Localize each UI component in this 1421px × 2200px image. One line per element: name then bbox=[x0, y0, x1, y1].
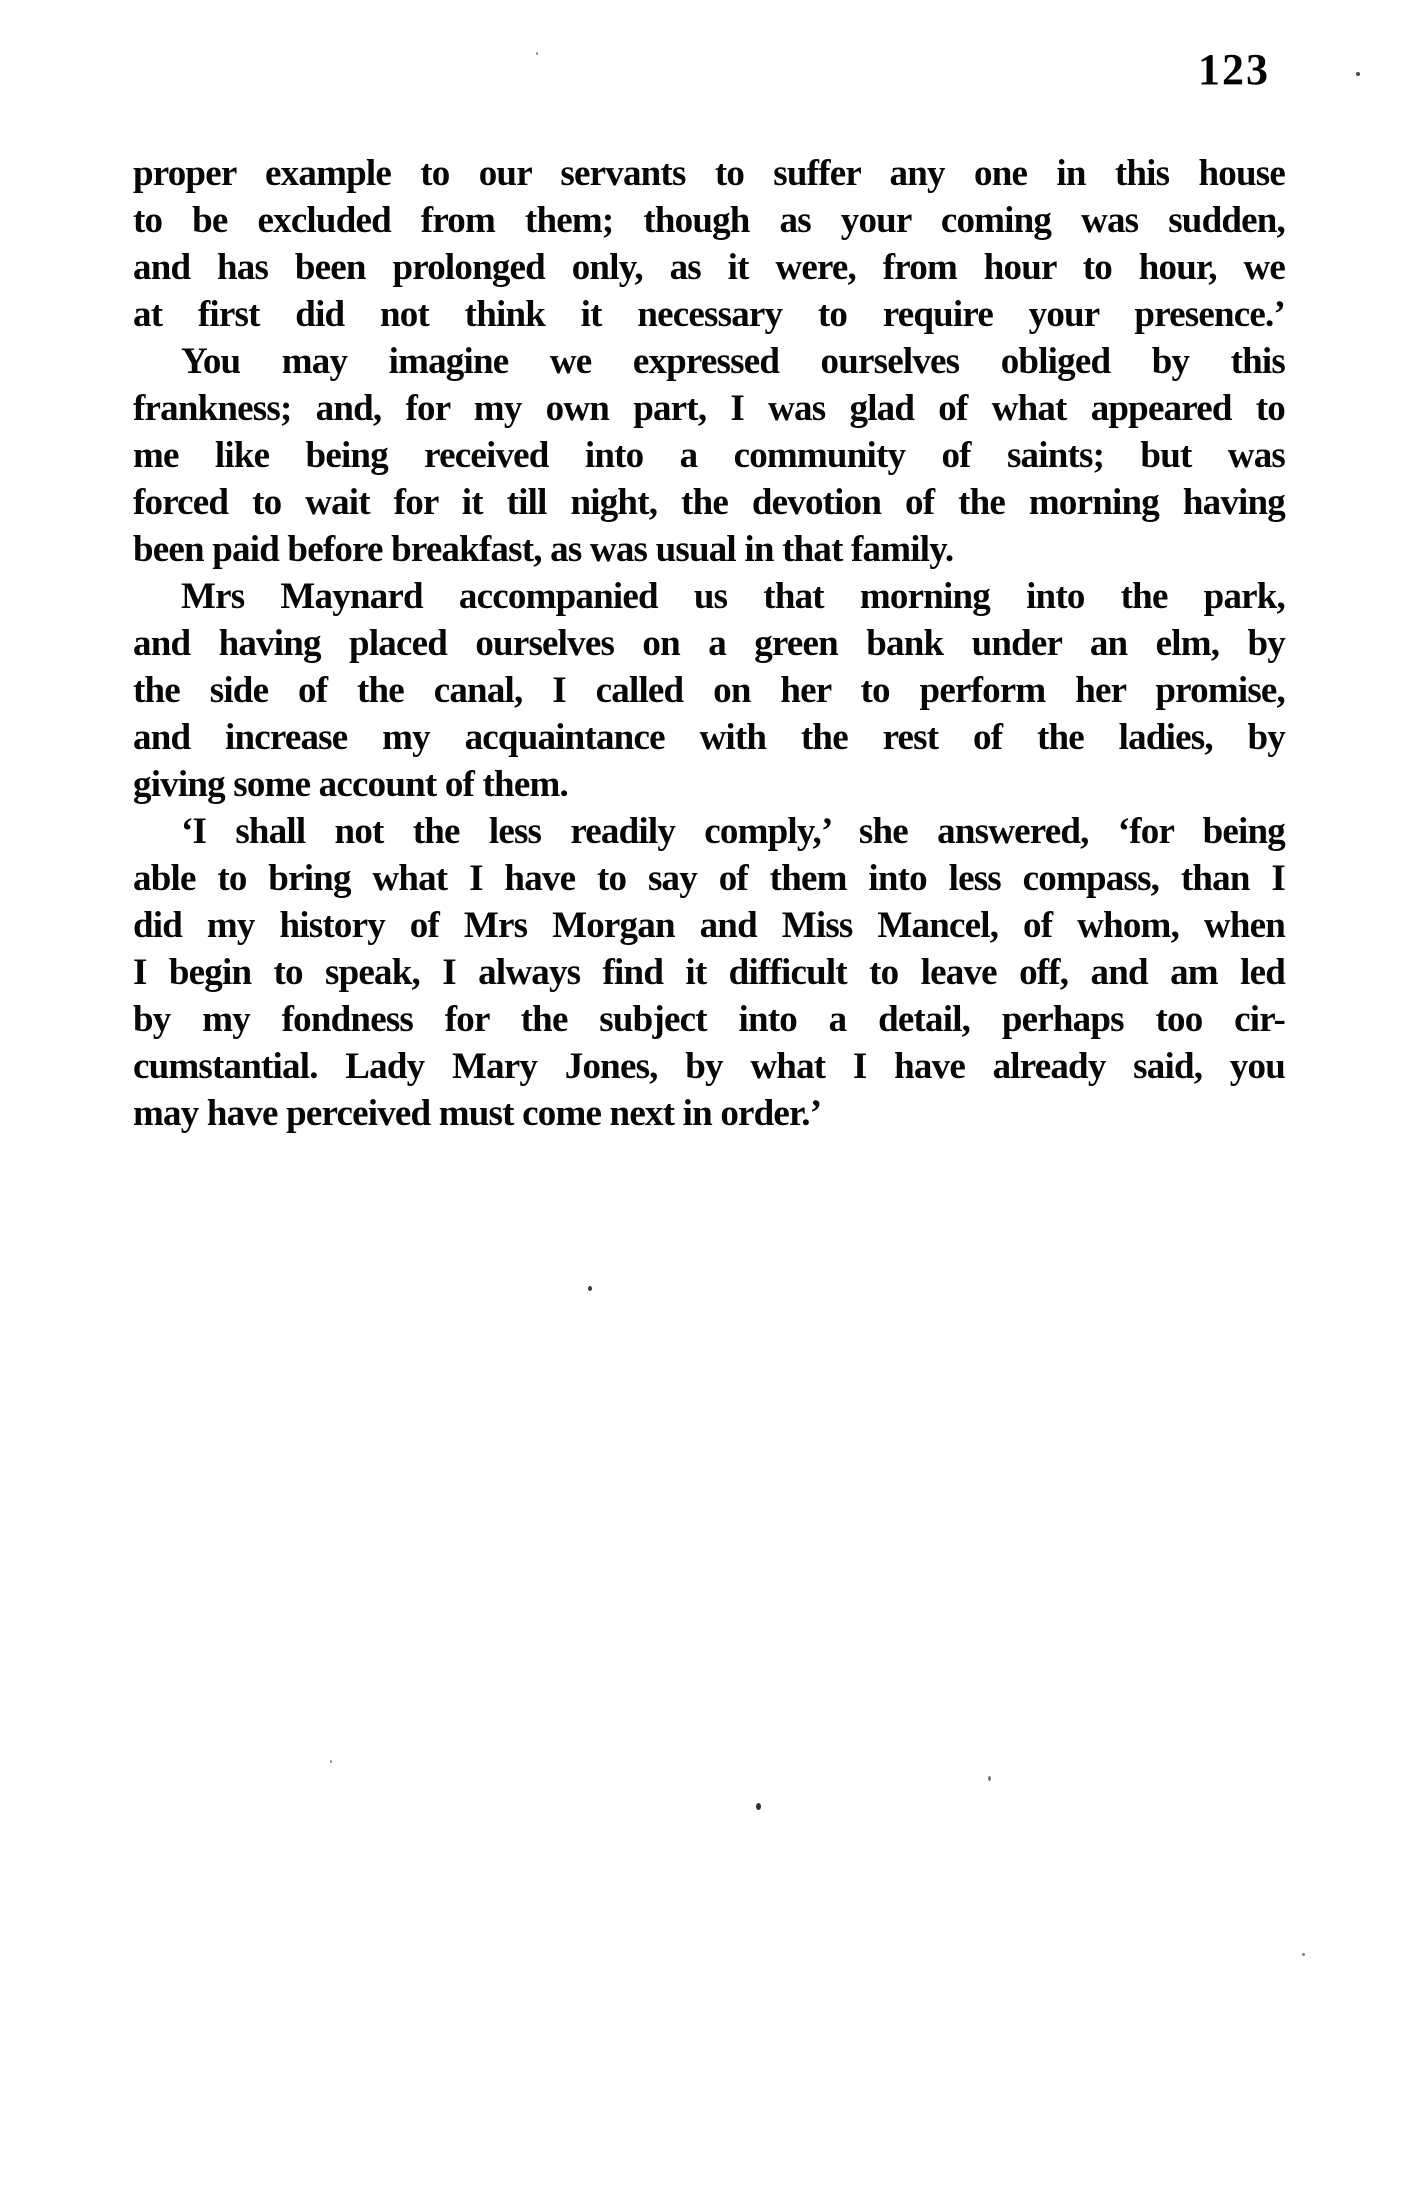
text-line: and has been prolonged only, as it were, from hour to hour, we bbox=[133, 247, 1285, 288]
text-line: cumstantial. Lady Mary Jones, by what I have already said, you bbox=[133, 1046, 1285, 1087]
text-line: able to bring what I have to say of them into less compass, than I bbox=[133, 858, 1285, 899]
text-line: and having placed ourselves on a green bank under an elm, by bbox=[133, 623, 1285, 664]
text-line: to be excluded from them; though as your coming was sudden, bbox=[133, 200, 1285, 241]
text-line: proper example to our servants to suffer any one in this house bbox=[133, 153, 1285, 194]
text-line: the side of the canal, I called on her to perform her promise, bbox=[133, 670, 1285, 711]
text-line: by my fondness for the subject into a detail, perhaps too cir- bbox=[133, 999, 1285, 1040]
text-line: and increase my acquaintance with the rest of the ladies, by bbox=[133, 717, 1285, 758]
text-line: giving some account of them. bbox=[133, 764, 568, 805]
scan-speck bbox=[330, 1760, 332, 1763]
text-line: ‘I shall not the less readily comply,’ she answered, ‘for being bbox=[181, 811, 1285, 852]
text-line: I begin to speak, I always find it difficult to leave off, and am led bbox=[133, 952, 1285, 993]
scan-speck bbox=[756, 1803, 761, 1810]
text-line: You may imagine we expressed ourselves obliged by this bbox=[181, 341, 1285, 382]
text-line: Mrs Maynard accompanied us that morning into the park, bbox=[181, 576, 1285, 617]
text-line: frankness; and, for my own part, I was glad of what appeared to bbox=[133, 388, 1285, 429]
scan-speck bbox=[1356, 72, 1360, 76]
text-line: been paid before breakfast, as was usual in that family. bbox=[133, 529, 954, 570]
text-line: at first did not think it necessary to require your presence.’ bbox=[133, 294, 1285, 335]
scan-speck bbox=[988, 1776, 991, 1781]
body-text-block bbox=[133, 150, 1285, 1137]
text-line: may have perceived must come next in order.’ bbox=[133, 1093, 822, 1134]
text-line: forced to wait for it till night, the devotion of the morning having bbox=[133, 482, 1285, 523]
text-line: did my history of Mrs Morgan and Miss Mancel, of whom, when bbox=[133, 905, 1285, 946]
text-line: me like being received into a community of saints; but was bbox=[133, 435, 1285, 476]
scan-speck bbox=[588, 1286, 592, 1291]
page-number: 123 bbox=[1198, 45, 1270, 94]
scan-speck bbox=[536, 52, 538, 55]
scan-speck bbox=[1302, 1953, 1305, 1956]
